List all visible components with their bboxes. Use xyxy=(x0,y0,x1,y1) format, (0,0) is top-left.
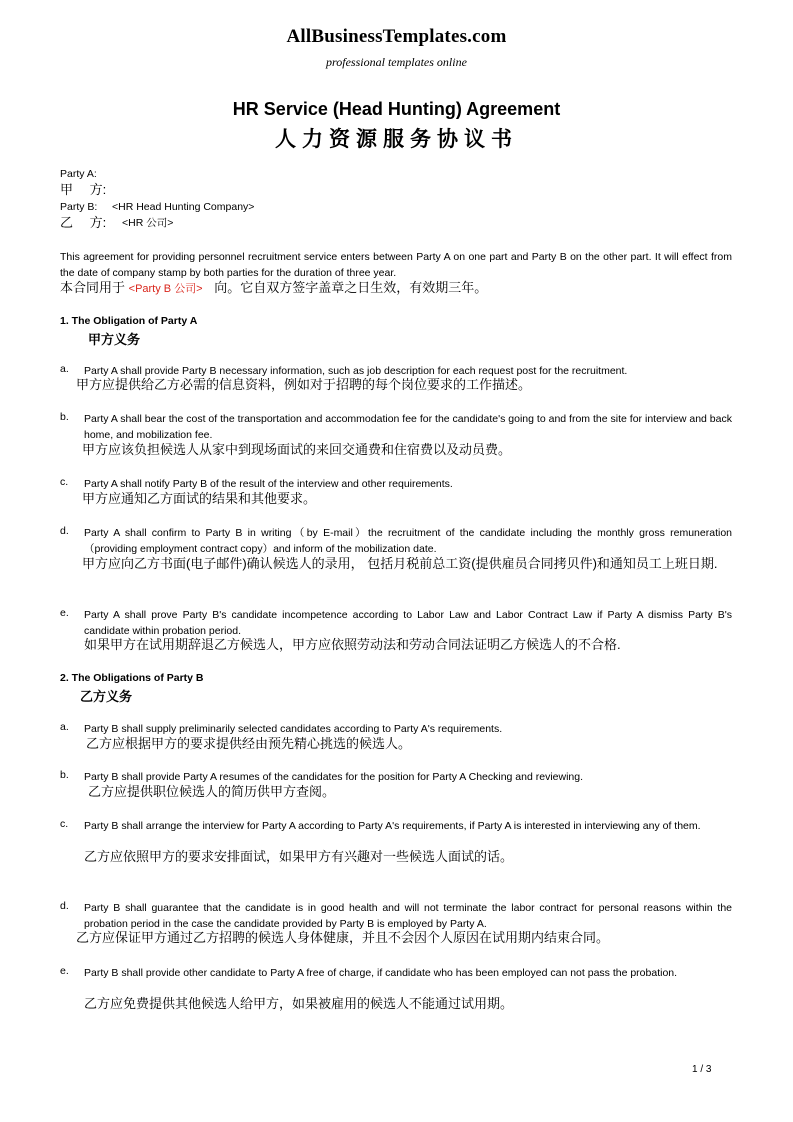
section1-item-e-letter: e. xyxy=(60,607,69,619)
section2-item-b-zh: 乙方应提供职位候选人的简历供甲方查阅。 xyxy=(88,784,336,799)
party-b-value: <HR Head Hunting Company> xyxy=(112,201,255,213)
section1-item-d-letter: d. xyxy=(60,525,69,537)
section1-item-c-en: Party A shall notify Party B of the result of the interview and other requirements. xyxy=(84,478,453,490)
party-a-label-zh: 甲 方: xyxy=(60,182,107,197)
page-number: 1 / 3 xyxy=(692,1064,712,1075)
party-b-label: Party B: xyxy=(60,201,98,213)
section2-item-d-letter: d. xyxy=(60,900,69,912)
section1-item-b-letter: b. xyxy=(60,411,69,423)
section2-item-d-zh: 乙方应保证甲方通过乙方招聘的候选人身体健康，并且不会因个人原因在试用期内结束合同。 xyxy=(76,930,610,945)
section2-item-c-zh: 乙方应依照甲方的要求安排面试，如果甲方有兴趣对一些候选人面试的话。 xyxy=(84,849,514,864)
party-a-label: Party A: xyxy=(60,168,97,180)
section1-item-d-zh: 甲方应向乙方书面(电子邮件)确认候选人的录用， 包括月税前总工资(提供雇员合同拷贝件)和通知员工上班日期. xyxy=(82,556,718,571)
section2-item-e-letter: e. xyxy=(60,965,69,977)
section1-item-c-zh: 甲方应通知乙方面试的结果和其他要求。 xyxy=(82,491,317,506)
section1-item-d-en: Party A shall confirm to Party B in writing（by E-mail）the recruitment of the candidate including the monthly gross remuneration（providing employment contract copy）and inform of the mobilization date. xyxy=(84,527,732,555)
party-b-label-zh: 乙 方: xyxy=(60,215,107,230)
intro-zh-prefix: 本合同用于 xyxy=(60,280,126,295)
section2-item-b-en: Party B shall provide Party A resumes of the candidates for the position for Party A Checking and reviewing. xyxy=(84,771,584,783)
section1-item-a-letter: a. xyxy=(60,363,69,375)
section2-item-a-zh: 乙方应根据甲方的要求提供经由预先精心挑选的候选人。 xyxy=(86,736,412,751)
section2-item-c-letter: c. xyxy=(60,818,69,830)
party-b-value-zh: <HR 公司> xyxy=(122,217,174,229)
document-title-en: HR Service (Head Hunting) Agreement xyxy=(232,99,561,119)
section1-item-b-en: Party A shall bear the cost of the transportation and accommodation fee for the candidate's going to and from the site for interview and back home, and mobilization fee. xyxy=(84,413,732,441)
brand-logo-text: AllBusinessTemplates.com xyxy=(286,26,507,47)
section2-item-a-letter: a. xyxy=(60,721,69,733)
document-title-zh: 人力资源服务协议书 xyxy=(275,128,518,151)
intro-paragraph-en: This agreement for providing personnel recruitment service enters between Party A on one part and Party B on the other part. It will effect from the date of company stamp by both parties for the duration of three year. xyxy=(60,251,732,279)
section2-item-b-letter: b. xyxy=(60,769,69,781)
section1-title: 1. The Obligation of Party A xyxy=(60,315,198,327)
section2-title: 2. The Obligations of Party B xyxy=(60,672,204,684)
section1-item-a-zh: 甲方应提供给乙方必需的信息资料，例如对于招聘的每个岗位要求的工作描述。 xyxy=(76,377,532,392)
intro-zh-suffix: 向。它自双方签字盖章之日生效，有效期三年。 xyxy=(214,280,488,295)
section2-item-c-en: Party B shall arrange the interview for Party A according to Party A's requirements, if Party A is interested in interviewing any of them. xyxy=(84,820,701,832)
intro-paragraph-zh xyxy=(60,279,740,298)
brand-tagline: professional templates online xyxy=(326,55,467,69)
section1-item-e-en: Party A shall prove Party B's candidate incompetence according to Labor Law and Labor Contract Law if Party A dismiss Party B's candidate within probation period. xyxy=(84,609,732,637)
section1-item-c-letter: c. xyxy=(60,476,69,488)
section1-item-a-en: Party A shall provide Party B necessary information, such as job description for each request post for the recruitment. xyxy=(84,365,628,377)
intro-party-b-highlight: <Party B 公司> xyxy=(128,283,203,295)
section2-title-zh: 乙方义务 xyxy=(80,689,133,704)
section2-item-d-en: Party B shall guarantee that the candidate is in good health and will not terminate the labor contract for personal reasons within the probation period in the case the candidate provided by Party B is employed by Party A. xyxy=(84,902,732,930)
section2-item-e-zh: 乙方应免费提供其他候选人给甲方，如果被雇用的候选人不能通过试用期。 xyxy=(84,996,514,1011)
section2-item-e-en: Party B shall provide other candidate to Party A free of charge, if candidate who has been employed can not pass the probation. xyxy=(84,967,678,979)
section1-item-b-zh: 甲方应该负担候选人从家中到现场面试的来回交通费和住宿费以及动员费。 xyxy=(82,442,512,457)
section1-item-e-zh: 如果甲方在试用期辞退乙方候选人，甲方应依照劳动法和劳动合同法证明乙方候选人的不合格. xyxy=(84,637,621,652)
section2-item-a-en: Party B shall supply preliminarily selected candidates according to Party A's requirements. xyxy=(84,723,503,735)
section1-title-zh: 甲方义务 xyxy=(88,332,141,347)
